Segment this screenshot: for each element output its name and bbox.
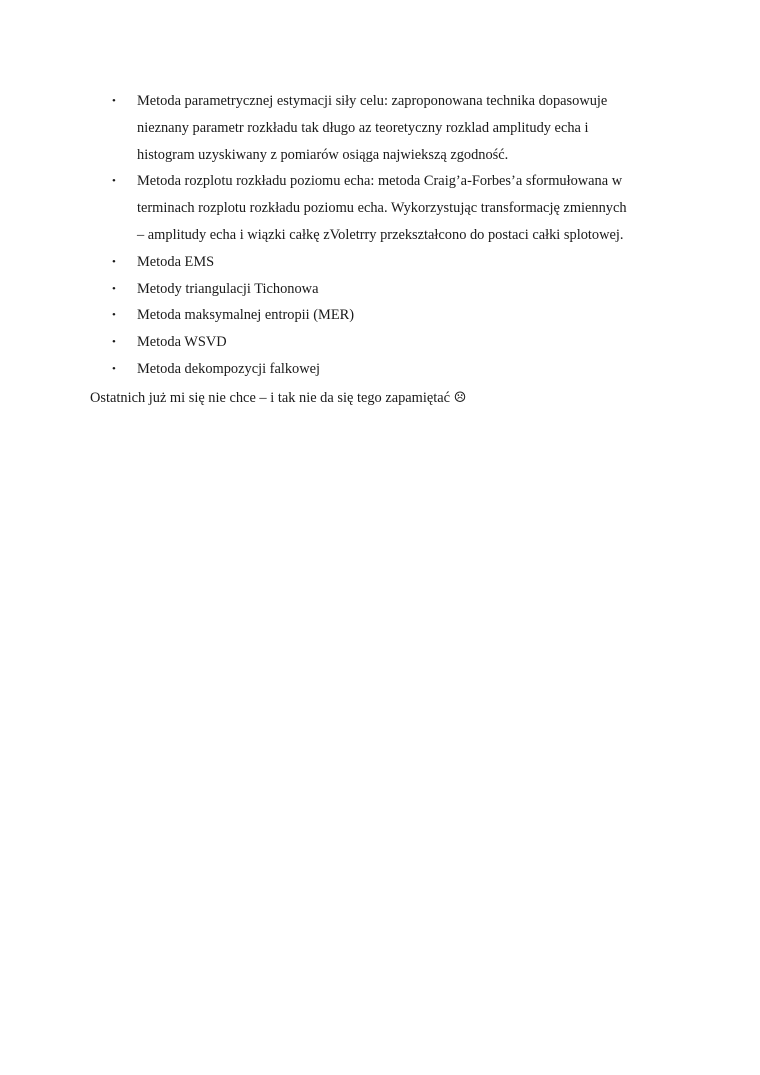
list-item (112, 356, 672, 383)
item-text-line: Metody triangulacji Tichonowa (137, 280, 319, 297)
item-text-line: Metoda rozplotu rozkładu poziomu echa: metoda Craig’a-Forbes’a sformułowana w (137, 173, 623, 190)
bullet-list (112, 88, 672, 383)
list-item (112, 249, 672, 276)
item-text-line: – amplitudy echa i wiązki całkę zVoletrry przekształcono do postaci całki splotowej. (137, 226, 624, 243)
item-text-line: Metoda maksymalnej entropii (MER) (137, 307, 355, 324)
bullet-icon: • (112, 336, 116, 349)
closing-paragraph: Ostatnich już mi się nie chce – i tak nie da się tego zapamiętać ☹ (90, 390, 467, 406)
bullet-icon: • (112, 282, 116, 295)
item-text-line: Metoda WSVD (137, 334, 227, 351)
item-text-line: Metoda dekompozycji falkowej (137, 360, 321, 377)
list-item (112, 329, 672, 356)
item-text-line: Metoda parametrycznej estymacji siły celu: zaproponowana technika dopasowuje (137, 93, 608, 109)
bullet-icon: • (112, 95, 116, 107)
item-text-line: histogram uzyskiwany z pomiarów osiąga najwiekszą zgodność. (137, 146, 509, 163)
list-item (112, 88, 672, 168)
item-text-line: terminach rozplotu rozkładu poziomu echa. Wykorzystując transformację zmiennych (137, 200, 627, 217)
item-text-line: nieznany parametr rozkładu tak długo az teoretyczny rozklad amplitudy echa i (137, 119, 589, 136)
bullet-icon: • (112, 175, 116, 188)
bullet-icon: • (112, 309, 116, 322)
list-item (112, 302, 672, 329)
bullet-icon: • (112, 362, 116, 375)
item-text-line: Metoda EMS (137, 253, 215, 270)
list-item (112, 276, 672, 303)
list-item (112, 168, 672, 248)
bullet-icon: • (112, 255, 116, 268)
